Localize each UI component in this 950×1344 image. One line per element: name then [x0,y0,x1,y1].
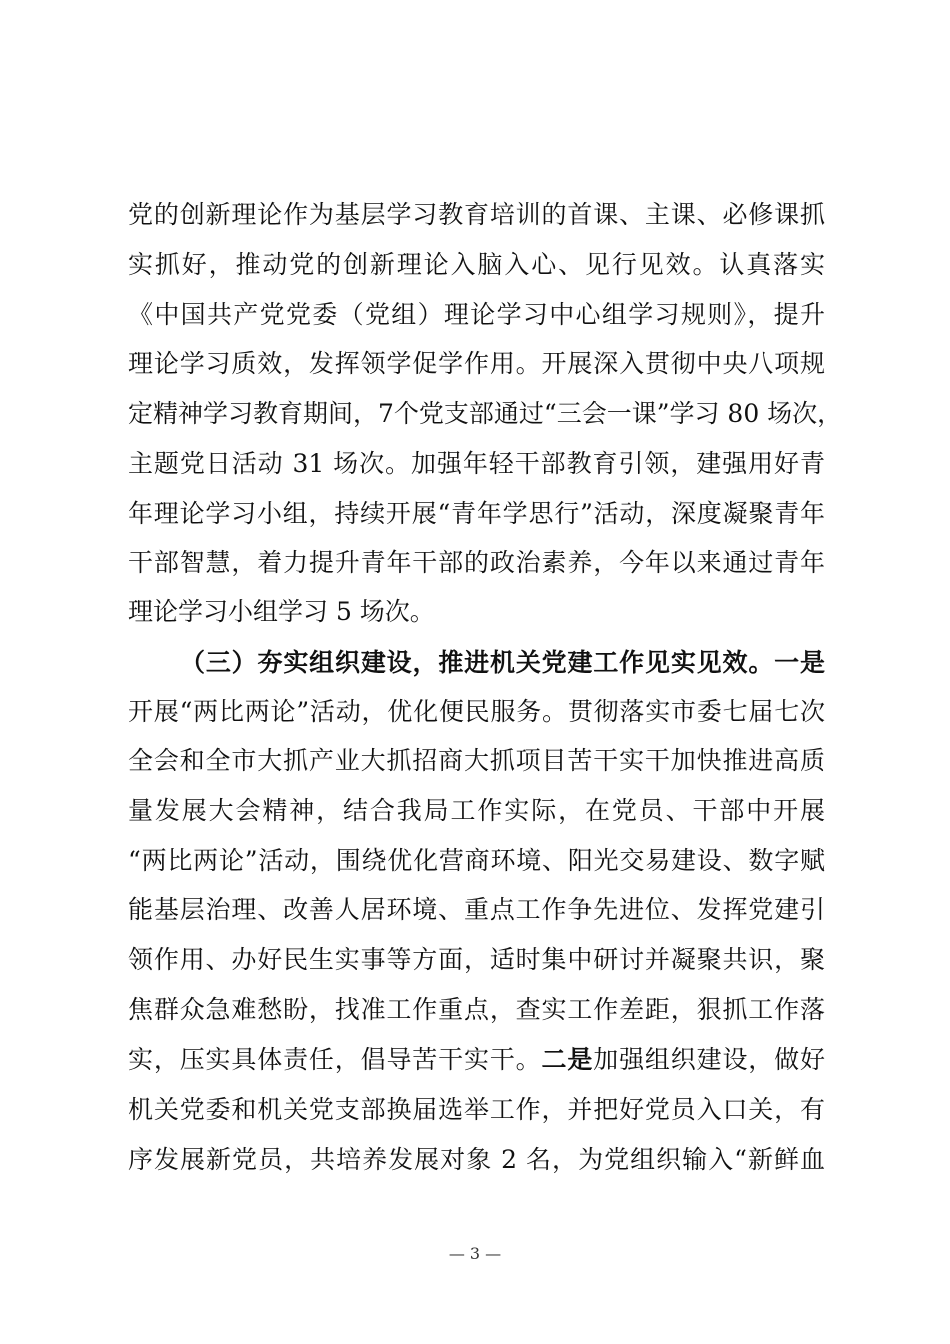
text-line: 党的创新理论作为基层学习教育培训的首课、主课、必修课抓 [128,200,825,229]
text-line: 焦群众急难愁盼，找准工作重点，查实工作差距，狠抓工作落 [128,995,825,1024]
text-line: 全会和全市大抓产业大抓招商大抓项目苦干实干加快推进高质 [128,746,825,775]
text-line: 量发展大会精神，结合我局工作实际，在党员、干部中开展 [128,796,825,825]
text-line: 《中国共产党党委（党组）理论学习中心组学习规则》，提升 [128,300,825,329]
text-line: 理论学习小组学习 5 场次。 [128,597,435,626]
text-line: 机关党委和机关党支部换届选举工作，并把好党员入口关，有 [128,1095,825,1124]
text-segment: 实，压实具体责任，倡导苦干实干。 [128,1045,542,1074]
text-line: “两比两论”活动，围绕优化营商环境、阳光交易建设、数字赋 [128,846,825,875]
text-line [128,1035,825,1085]
text-segment: 加强组织建设，做好 [593,1045,825,1074]
text-line: 定精神学习教育期间，7个党支部通过“三会一课”学习 80 场次， [128,399,843,428]
text-line: 主题党日活动 31 场次。加强年轻干部教育引领，建强用好青 [128,449,825,478]
text-line: 领作用、办好民生实事等方面，适时集中研讨并凝聚共识，聚 [128,945,825,974]
section-heading: （三）夯实组织建设，推进机关党建工作见实见效。一是 [180,648,825,677]
bold-label: 二是 [541,1045,594,1074]
text-line: 年理论学习小组，持续开展“青年学思行”活动，深度凝聚青年 [128,499,825,528]
text-line: 能基层治理、改善人居环境、重点工作争先进位、发挥党建引 [128,895,825,924]
text-line: 序发展新党员，共培养发展对象 2 名，为党组织输入“新鲜血 [128,1145,825,1174]
text-line: 开展“两比两论”活动，优化便民服务。贯彻落实市委七届七次 [128,697,825,726]
text-line: 实抓好，推动党的创新理论入脑入心、见行见效。认真落实 [128,250,825,279]
text-line: 干部智慧，着力提升青年干部的政治素养，今年以来通过青年 [128,548,825,577]
page-number: — 3 — [448,1244,502,1263]
text-line: 理论学习质效，发挥领学促学作用。开展深入贯彻中央八项规 [128,349,825,378]
